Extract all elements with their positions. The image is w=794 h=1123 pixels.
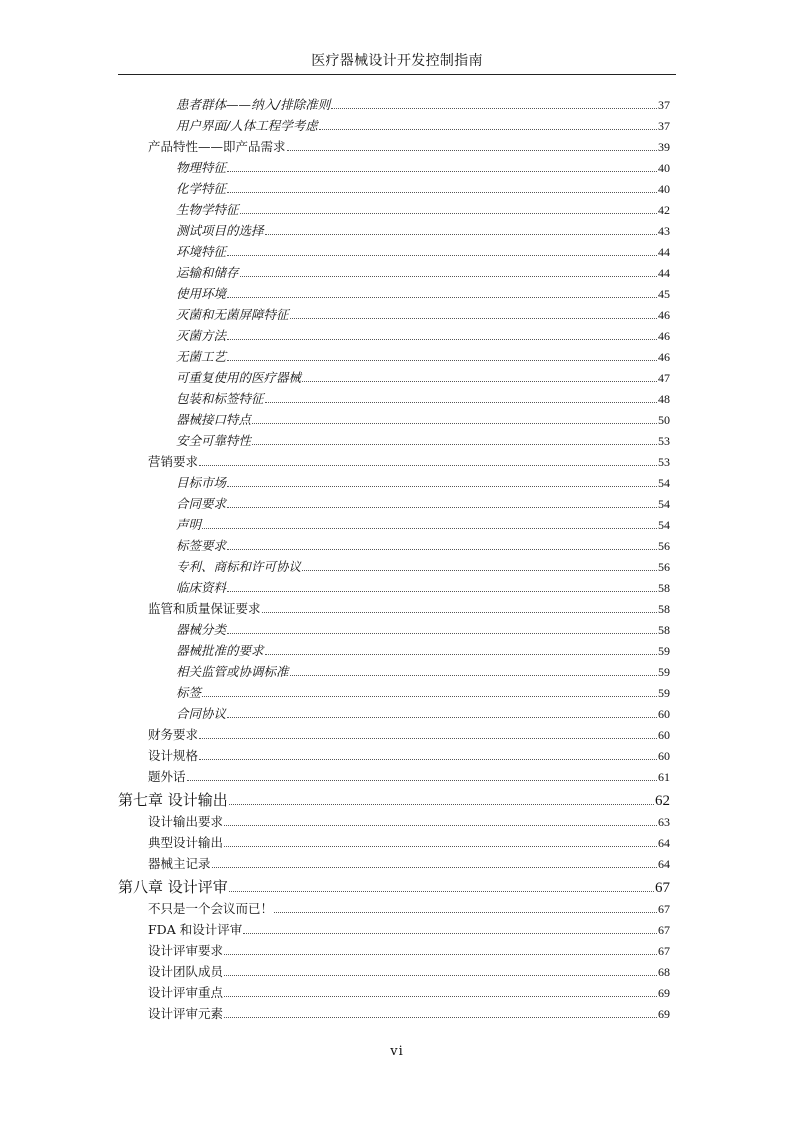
toc-entry-page: 58 bbox=[658, 581, 670, 595]
toc-entry-page: 60 bbox=[658, 728, 670, 742]
toc-entry[interactable] bbox=[118, 305, 670, 326]
toc-entry-title: 测试项目的选择 bbox=[176, 223, 264, 238]
toc-entry-title: 灭菌和无菌屏障特征 bbox=[176, 307, 289, 322]
toc-entry-title: 器械分类 bbox=[176, 622, 227, 637]
toc-entry-page: 40 bbox=[658, 182, 670, 196]
toc-entry[interactable] bbox=[118, 683, 670, 704]
dot-leader bbox=[227, 549, 657, 550]
toc-entry-page: 59 bbox=[658, 665, 670, 679]
toc-entry-title: 灭菌方法 bbox=[176, 328, 227, 343]
dot-leader bbox=[331, 108, 657, 109]
toc-entry-page: 67 bbox=[658, 944, 670, 958]
toc-entry-page: 62 bbox=[655, 793, 670, 809]
toc-entry[interactable] bbox=[118, 557, 670, 578]
toc-entry[interactable] bbox=[118, 599, 670, 620]
toc-entry[interactable] bbox=[118, 1004, 670, 1025]
toc-entry[interactable] bbox=[118, 200, 670, 221]
toc-entry-page: 60 bbox=[658, 749, 670, 763]
toc-entry-title: 标签要求 bbox=[176, 538, 227, 553]
toc-entry[interactable] bbox=[118, 941, 670, 962]
dot-leader bbox=[243, 933, 657, 934]
dot-leader bbox=[262, 612, 657, 613]
toc-entry-page: 68 bbox=[658, 965, 670, 979]
toc-entry[interactable] bbox=[118, 179, 670, 200]
toc-entry-title: 无菌工艺 bbox=[176, 349, 227, 364]
toc-entry-page: 67 bbox=[655, 880, 670, 896]
toc-entry-title: 目标市场 bbox=[176, 475, 227, 490]
toc-entry-page: 61 bbox=[658, 770, 670, 784]
toc-entry-title: 设计规格 bbox=[148, 748, 199, 763]
toc-entry-page: 60 bbox=[658, 707, 670, 721]
toc-entry[interactable] bbox=[118, 641, 670, 662]
dot-leader bbox=[227, 339, 657, 340]
dot-leader bbox=[227, 486, 657, 487]
dot-leader bbox=[265, 234, 657, 235]
dot-leader bbox=[319, 129, 657, 130]
toc-entry[interactable] bbox=[118, 920, 670, 941]
toc-entry[interactable] bbox=[118, 767, 670, 788]
toc-entry-page: 40 bbox=[658, 161, 670, 175]
toc-entry-title: 器械主记录 bbox=[148, 856, 211, 871]
toc-entry-page: 59 bbox=[658, 686, 670, 700]
dot-leader bbox=[265, 654, 657, 655]
dot-leader bbox=[240, 213, 657, 214]
dot-leader bbox=[274, 912, 657, 913]
page-number: vi bbox=[390, 1044, 404, 1059]
dot-leader bbox=[252, 444, 657, 445]
dot-leader bbox=[229, 804, 654, 805]
dot-leader bbox=[227, 192, 657, 193]
toc-entry-page: 46 bbox=[658, 308, 670, 322]
dot-leader bbox=[290, 675, 657, 676]
toc-entry-page: 47 bbox=[658, 371, 670, 385]
dot-leader bbox=[212, 867, 657, 868]
dot-leader bbox=[227, 507, 657, 508]
dot-leader bbox=[224, 846, 657, 847]
toc-entry-page: 50 bbox=[658, 413, 670, 427]
toc-entry-title: 第八章 设计评审 bbox=[118, 878, 228, 896]
toc-entry-page: 42 bbox=[658, 203, 670, 217]
dot-leader bbox=[202, 528, 657, 529]
toc-entry-title: 不只是一个会议而已！ bbox=[148, 901, 274, 916]
toc-entry[interactable] bbox=[118, 368, 670, 389]
dot-leader bbox=[302, 570, 657, 571]
toc-entry[interactable] bbox=[118, 137, 670, 158]
toc-entry-page: 64 bbox=[658, 836, 670, 850]
dot-leader bbox=[252, 423, 657, 424]
toc-entry[interactable] bbox=[118, 452, 670, 473]
toc-entry[interactable] bbox=[118, 221, 670, 242]
toc-entry-title: 运输和储存 bbox=[176, 265, 239, 280]
toc-entry[interactable] bbox=[118, 389, 670, 410]
toc-entry[interactable] bbox=[118, 746, 670, 767]
dot-leader bbox=[199, 759, 657, 760]
dot-leader bbox=[227, 633, 657, 634]
toc-entry[interactable] bbox=[118, 833, 670, 854]
toc-entry[interactable] bbox=[118, 410, 670, 431]
dot-leader bbox=[227, 717, 657, 718]
toc-entry-page: 48 bbox=[658, 392, 670, 406]
dot-leader bbox=[229, 891, 654, 892]
toc-entry-title: 题外话 bbox=[148, 769, 186, 784]
toc-entry-title: 可重复使用的医疗器械 bbox=[176, 370, 302, 385]
toc-entry-page: 37 bbox=[658, 98, 670, 112]
toc-entry-title: 专利、商标和许可协议 bbox=[176, 559, 302, 574]
toc-entry[interactable] bbox=[118, 263, 670, 284]
toc-entry-page: 56 bbox=[658, 560, 670, 574]
dot-leader bbox=[287, 150, 657, 151]
toc-entry-title: FDA 和设计评审 bbox=[148, 922, 243, 937]
dot-leader bbox=[187, 780, 657, 781]
toc-entry[interactable] bbox=[118, 116, 670, 137]
toc-entry-page: 39 bbox=[658, 140, 670, 154]
toc-entry-page: 54 bbox=[658, 497, 670, 511]
toc-entry-title: 器械批准的要求 bbox=[176, 643, 264, 658]
toc-entry[interactable] bbox=[118, 983, 670, 1004]
toc-entry[interactable] bbox=[118, 494, 670, 515]
toc-entry[interactable] bbox=[118, 899, 670, 920]
toc-entry[interactable] bbox=[118, 578, 670, 599]
dot-leader bbox=[227, 360, 657, 361]
toc-entry-page: 46 bbox=[658, 329, 670, 343]
toc-entry-page: 67 bbox=[658, 902, 670, 916]
toc-entry-title: 设计输出要求 bbox=[148, 814, 224, 829]
dot-leader bbox=[202, 696, 657, 697]
toc-entry-page: 58 bbox=[658, 602, 670, 616]
toc-entry[interactable] bbox=[118, 704, 670, 725]
toc-entry[interactable] bbox=[118, 95, 670, 116]
toc-entry-title: 设计评审元素 bbox=[148, 1006, 224, 1021]
toc-entry[interactable] bbox=[118, 431, 670, 452]
toc-entry-page: 45 bbox=[658, 287, 670, 301]
toc-entry-title: 设计评审要求 bbox=[148, 943, 224, 958]
toc-entry[interactable] bbox=[118, 812, 670, 833]
toc-entry-title: 器械接口特点 bbox=[176, 412, 252, 427]
toc-entry-page: 63 bbox=[658, 815, 670, 829]
toc-entry[interactable] bbox=[118, 515, 670, 536]
toc-entry-title: 合同要求 bbox=[176, 496, 227, 511]
toc-entry-page: 53 bbox=[658, 434, 670, 448]
page-header-title: 医疗器械设计开发控制指南 bbox=[311, 53, 483, 69]
dot-leader bbox=[227, 591, 657, 592]
toc-entry-title: 合同协议 bbox=[176, 706, 227, 721]
toc-entry-title: 化学特征 bbox=[176, 181, 227, 196]
dot-leader bbox=[224, 975, 657, 976]
toc-entry-page: 64 bbox=[658, 857, 670, 871]
dot-leader bbox=[227, 255, 657, 256]
toc-entry-title: 环境特征 bbox=[176, 244, 227, 259]
toc-entry-page: 54 bbox=[658, 518, 670, 532]
dot-leader bbox=[224, 954, 657, 955]
table-of-contents bbox=[118, 95, 670, 1025]
toc-entry-page: 69 bbox=[658, 1007, 670, 1021]
dot-leader bbox=[227, 297, 657, 298]
dot-leader bbox=[290, 318, 657, 319]
toc-entry-title: 财务要求 bbox=[148, 727, 199, 742]
dot-leader bbox=[199, 465, 657, 466]
toc-entry[interactable] bbox=[118, 284, 670, 305]
toc-entry-title: 设计评审重点 bbox=[148, 985, 224, 1000]
toc-entry-title: 临床资料 bbox=[176, 580, 227, 595]
toc-entry-title: 使用环境 bbox=[176, 286, 227, 301]
toc-entry-page: 44 bbox=[658, 245, 670, 259]
toc-entry-page: 44 bbox=[658, 266, 670, 280]
toc-entry-page: 43 bbox=[658, 224, 670, 238]
toc-entry-page: 69 bbox=[658, 986, 670, 1000]
toc-entry-title: 产品特性——即产品需求 bbox=[148, 139, 286, 154]
toc-entry-title: 包装和标签特征 bbox=[176, 391, 264, 406]
toc-entry-title: 患者群体——纳入/排除准则 bbox=[176, 97, 331, 112]
toc-entry[interactable] bbox=[118, 242, 670, 263]
toc-entry[interactable] bbox=[118, 347, 670, 368]
dot-leader bbox=[227, 171, 657, 172]
toc-entry-page: 37 bbox=[658, 119, 670, 133]
toc-entry-page: 59 bbox=[658, 644, 670, 658]
toc-entry-page: 56 bbox=[658, 539, 670, 553]
toc-entry-title: 标签 bbox=[176, 685, 202, 700]
toc-entry[interactable] bbox=[118, 326, 670, 347]
dot-leader bbox=[302, 381, 657, 382]
toc-entry-title: 物理特征 bbox=[176, 160, 227, 175]
dot-leader bbox=[265, 402, 657, 403]
toc-entry-page: 58 bbox=[658, 623, 670, 637]
dot-leader bbox=[224, 996, 657, 997]
toc-entry-page: 67 bbox=[658, 923, 670, 937]
toc-entry-title: 营销要求 bbox=[148, 454, 199, 469]
toc-entry-title: 安全可靠特性 bbox=[176, 433, 252, 448]
toc-entry[interactable] bbox=[118, 536, 670, 557]
toc-entry-title: 设计团队成员 bbox=[148, 964, 224, 979]
dot-leader bbox=[224, 825, 657, 826]
toc-entry[interactable] bbox=[118, 473, 670, 494]
toc-entry[interactable] bbox=[118, 962, 670, 983]
dot-leader bbox=[240, 276, 657, 277]
toc-entry-title: 用户界面/人体工程学考虑 bbox=[176, 118, 318, 133]
toc-entry-title: 生物学特征 bbox=[176, 202, 239, 217]
toc-entry-title: 声明 bbox=[176, 517, 202, 532]
dot-leader bbox=[199, 738, 657, 739]
header-rule bbox=[118, 74, 676, 75]
toc-entry[interactable] bbox=[118, 854, 670, 875]
toc-entry[interactable] bbox=[118, 158, 670, 179]
dot-leader bbox=[224, 1017, 657, 1018]
toc-chapter-entry[interactable] bbox=[118, 876, 670, 899]
toc-entry-title: 第七章 设计输出 bbox=[118, 791, 228, 809]
toc-entry[interactable] bbox=[118, 662, 670, 683]
toc-entry-title: 典型设计输出 bbox=[148, 835, 224, 850]
toc-entry[interactable] bbox=[118, 620, 670, 641]
toc-entry-page: 54 bbox=[658, 476, 670, 490]
toc-entry-title: 监管和质量保证要求 bbox=[148, 601, 261, 616]
toc-chapter-entry[interactable] bbox=[118, 789, 670, 812]
toc-entry-page: 46 bbox=[658, 350, 670, 364]
toc-entry[interactable] bbox=[118, 725, 670, 746]
toc-entry-page: 53 bbox=[658, 455, 670, 469]
toc-entry-title: 相关监管或协调标准 bbox=[176, 664, 289, 679]
